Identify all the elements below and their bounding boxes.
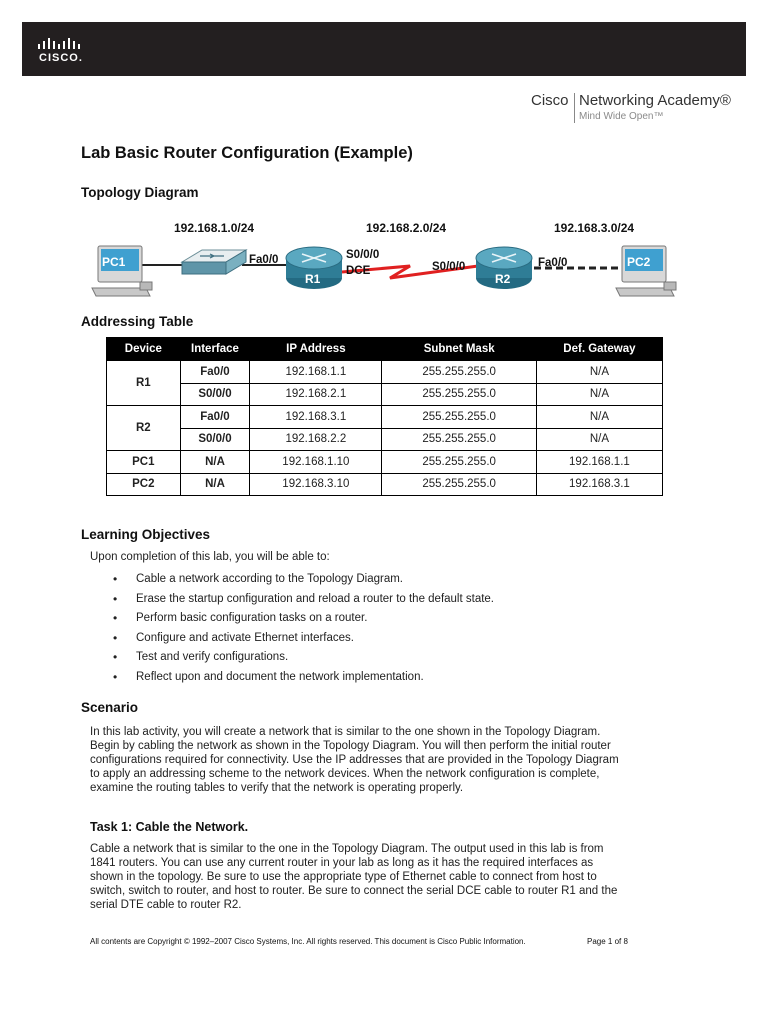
table-cell: R1 xyxy=(107,361,181,406)
academy-name: Networking Academy® xyxy=(579,92,731,109)
networking-academy-logo xyxy=(531,92,746,126)
pc2-icon xyxy=(616,246,676,296)
table-cell: S0/0/0 xyxy=(180,428,250,451)
list-item: • Configure and activate Ethernet interfaces. xyxy=(113,632,494,652)
cisco-logo-icon xyxy=(38,38,88,50)
list-item: • Perform basic configuration tasks on a router. xyxy=(113,612,494,632)
list-item: • Erase the startup configuration and reload a router to the default state. xyxy=(113,593,494,613)
scenario-text xyxy=(90,725,680,795)
table-cell: N/A xyxy=(536,361,662,384)
table-cell: N/A xyxy=(536,383,662,406)
r1-serial-label: S0/0/0 xyxy=(346,249,380,261)
scenario-line: to apply an addressing scheme to the network devices. When the network configuration is complete, xyxy=(90,768,600,780)
table-cell: 255.255.255.0 xyxy=(382,428,536,451)
router-r1-label: R1 xyxy=(305,272,321,286)
table-cell: 192.168.3.10 xyxy=(250,473,382,496)
table-cell: PC1 xyxy=(107,451,181,474)
table-cell: N/A xyxy=(180,451,250,474)
list-item: • Test and verify configurations. xyxy=(113,651,494,671)
academy-tagline: Mind Wide Open™ xyxy=(579,111,664,122)
addressing-table xyxy=(106,337,663,496)
dce-label: DCE xyxy=(346,265,371,277)
table-cell: 192.168.3.1 xyxy=(536,473,662,496)
table-cell: 192.168.3.1 xyxy=(250,406,382,429)
scenario-line: configurations required for connectivity. Use the IP addresses that are provided in the Topology Diagram xyxy=(90,754,619,766)
network-label-3: 192.168.3.0/24 xyxy=(554,221,635,235)
pc1-label: PC1 xyxy=(102,255,126,269)
header-bar xyxy=(22,22,746,76)
table-cell: 255.255.255.0 xyxy=(382,451,536,474)
scenario-line: examine the routing tables to verify that the network is operating properly. xyxy=(90,782,464,794)
scenario-line: Begin by cabling the network as shown in the Topology Diagram. You will then perform the initial router xyxy=(90,740,611,752)
task1-text xyxy=(90,842,680,912)
table-cell: S0/0/0 xyxy=(180,383,250,406)
table-row xyxy=(107,473,663,496)
task1-line: switch, switch to router, and host to router. Be sure to connect the serial DCE cable to router R1 and the xyxy=(90,885,618,897)
table-cell: 255.255.255.0 xyxy=(382,383,536,406)
scenario-heading: Scenario xyxy=(81,700,139,715)
table-cell: 192.168.2.2 xyxy=(250,428,382,451)
table-header: IP Address xyxy=(250,338,382,361)
task1-line: Cable a network that is similar to the one in the Topology Diagram. The output used in this lab is from xyxy=(90,843,604,855)
topology-diagram xyxy=(90,210,690,310)
table-header: Device xyxy=(107,338,181,361)
page-title: Lab Basic Router Configuration (Example) xyxy=(81,144,413,162)
task1-heading: Task 1: Cable the Network. xyxy=(90,820,249,834)
table-row xyxy=(107,361,663,384)
task1-line: shown in the topology. Be sure to use the appropriate type of Ethernet cable to connect from host to xyxy=(90,871,597,883)
objectives-intro: Upon completion of this lab, you will be able to: xyxy=(90,551,330,563)
table-cell: 255.255.255.0 xyxy=(382,473,536,496)
table-cell: 192.168.1.1 xyxy=(536,451,662,474)
page-footer xyxy=(90,937,628,946)
router-r2-label: R2 xyxy=(495,272,511,286)
table-cell: Fa0/0 xyxy=(180,361,250,384)
network-label-1: 192.168.1.0/24 xyxy=(174,221,255,235)
table-cell: N/A xyxy=(536,406,662,429)
footer-page-number: Page 1 of 8 xyxy=(587,937,628,946)
table-cell: R2 xyxy=(107,406,181,451)
pc1-icon xyxy=(92,246,152,296)
pc2-label: PC2 xyxy=(627,255,651,269)
table-cell: N/A xyxy=(180,473,250,496)
table-cell: 255.255.255.0 xyxy=(382,361,536,384)
table-cell: 192.168.1.1 xyxy=(250,361,382,384)
table-row xyxy=(107,428,663,451)
table-cell: Fa0/0 xyxy=(180,406,250,429)
table-header: Def. Gateway xyxy=(536,338,662,361)
r2-fa-label: Fa0/0 xyxy=(538,257,568,269)
scenario-line: In this lab activity, you will create a network that is similar to the one shown in the Topology Diagram. xyxy=(90,726,601,738)
addressing-heading: Addressing Table xyxy=(81,314,194,329)
task1-line: serial DTE cable to router R2. xyxy=(90,899,242,911)
academy-brand: Cisco xyxy=(531,92,569,109)
objectives-heading: Learning Objectives xyxy=(81,527,211,542)
task1-line: 1841 routers. You can use any current router in your lab as long as it has the required interfaces as xyxy=(90,857,594,869)
cisco-logo-text: CISCO. xyxy=(39,52,83,64)
table-row xyxy=(107,451,663,474)
table-cell: N/A xyxy=(536,428,662,451)
list-item: • Reflect upon and document the network implementation. xyxy=(113,671,494,691)
r1-fa-label: Fa0/0 xyxy=(249,254,279,266)
objectives-list xyxy=(113,573,494,690)
table-cell: 255.255.255.0 xyxy=(382,406,536,429)
table-row xyxy=(107,383,663,406)
footer-copyright: All contents are Copyright © 1992–2007 Cisco Systems, Inc. All rights reserved. This document is Cisco Public Information. xyxy=(90,937,526,946)
table-header-row xyxy=(107,338,663,361)
network-label-2: 192.168.2.0/24 xyxy=(366,221,447,235)
academy-divider xyxy=(574,93,575,123)
r2-serial-label: S0/0/0 xyxy=(432,261,466,273)
table-header: Interface xyxy=(180,338,250,361)
table-cell: PC2 xyxy=(107,473,181,496)
table-cell: 192.168.2.1 xyxy=(250,383,382,406)
switch-icon xyxy=(182,250,246,274)
table-row xyxy=(107,406,663,429)
table-cell: 192.168.1.10 xyxy=(250,451,382,474)
table-header: Subnet Mask xyxy=(382,338,536,361)
list-item: • Cable a network according to the Topology Diagram. xyxy=(113,573,494,593)
topology-heading: Topology Diagram xyxy=(81,185,199,200)
